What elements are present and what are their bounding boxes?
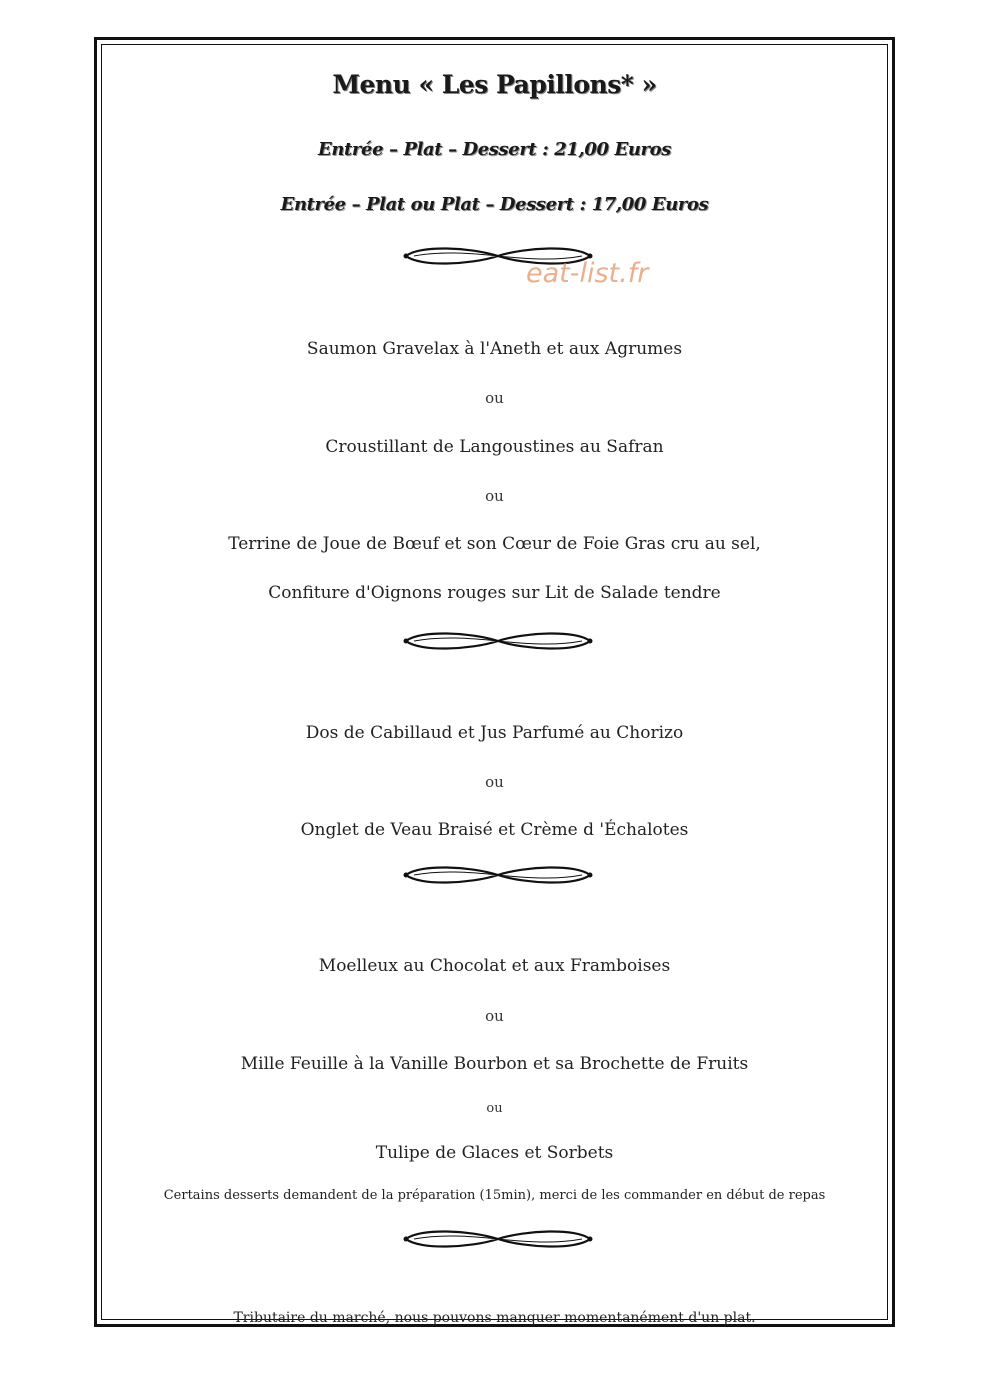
menu-title: Menu « Les Papillons* » bbox=[332, 70, 657, 99]
dessert-item: Tulipe de Glaces et Sorbets bbox=[375, 1143, 614, 1163]
or-separator: ou bbox=[486, 1101, 503, 1116]
flourish-divider bbox=[400, 626, 596, 656]
or-separator: ou bbox=[485, 1007, 504, 1025]
starter-item: Terrine de Joue de Bœuf et son Cœur de Foie Gras cru au sel, bbox=[228, 534, 761, 554]
flourish-divider bbox=[400, 1224, 596, 1254]
main-item: Dos de Cabillaud et Jus Parfumé au Chorizo bbox=[305, 723, 684, 743]
flourish-divider bbox=[400, 860, 596, 890]
market-availability-footer: Tributaire du marché, nous pouvons manquer momentanément d'un plat. bbox=[233, 1310, 756, 1326]
or-separator: ou bbox=[485, 389, 504, 407]
starter-item: Saumon Gravelax à l'Aneth et aux Agrumes bbox=[306, 339, 683, 359]
price-three-courses: Entrée – Plat – Dessert : 21,00 Euros bbox=[318, 139, 671, 160]
or-separator: ou bbox=[485, 487, 504, 505]
menu-border-inner bbox=[101, 44, 888, 1320]
starter-item: Croustillant de Langoustines au Safran bbox=[325, 437, 664, 457]
price-two-courses: Entrée – Plat ou Plat – Dessert : 17,00 Euros bbox=[280, 194, 709, 215]
dessert-item: Moelleux au Chocolat et aux Framboises bbox=[318, 956, 671, 976]
dessert-preparation-note: Certains desserts demandent de la préparation (15min), merci de les commander en début de repas bbox=[163, 1188, 826, 1203]
dessert-item: Mille Feuille à la Vanille Bourbon et sa Brochette de Fruits bbox=[240, 1054, 749, 1074]
starter-item-continued: Confiture d'Oignons rouges sur Lit de Salade tendre bbox=[268, 583, 721, 603]
watermark-text: eat-list.fr bbox=[526, 258, 649, 289]
or-separator: ou bbox=[485, 773, 504, 791]
main-item: Onglet de Veau Braisé et Crème d 'Échalotes bbox=[300, 820, 689, 840]
